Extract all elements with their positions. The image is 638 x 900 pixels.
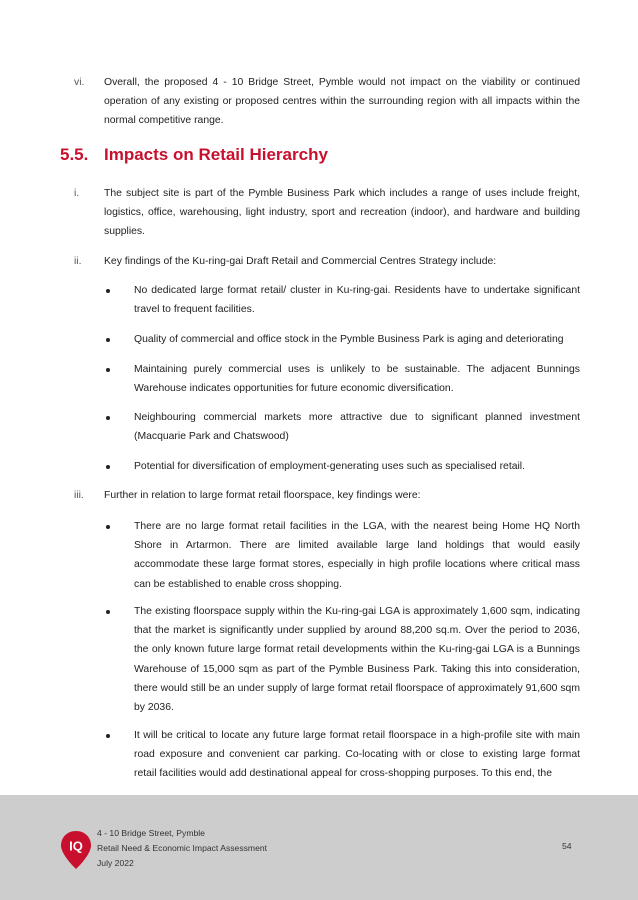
item-numeral-vi: vi.: [74, 77, 85, 88]
bullet-dot: [106, 734, 110, 738]
page-footer: [0, 795, 638, 900]
item-numeral-iii: iii.: [74, 490, 84, 501]
footer-date: July 2022: [97, 858, 134, 868]
bullet-dot: [106, 338, 110, 342]
item-text-ii: Key findings of the Ku-ring-gai Draft Retail and Commercial Centres Strategy include:: [104, 256, 497, 267]
bullet-text: There are no large format retail facilities in the LGA, with the nearest being Home HQ North Shore in Artarmon. There are limited available large land holdings that would easily accommodate these large format stores, especially in high profile locations where critical mass can be established to enable cross shopping.: [134, 521, 580, 590]
section-heading: [60, 145, 328, 165]
page-number: 54: [562, 841, 572, 851]
bullet-text: No dedicated large format retail/ cluster in Ku-ring-gai. Residents have to undertake significant travel to frequent facilities.: [134, 285, 580, 316]
item-text-i: The subject site is part of the Pymble Business Park which includes a range of uses include freight, logistics, office, warehousing, light industry, sport and recreation (indoor), and hardware and building supplies.: [104, 188, 580, 238]
section-number: 5.5.: [60, 145, 89, 164]
bullet-text: Potential for diversification of employment-generating uses such as specialised retail.: [134, 461, 526, 472]
footer-text: [97, 826, 267, 871]
bullet-dot: [106, 416, 110, 420]
footer-project: 4 - 10 Bridge Street, Pymble: [97, 828, 205, 838]
bullet-dot: [106, 465, 110, 469]
footer-report-title: Retail Need & Economic Impact Assessment: [97, 843, 268, 853]
item-text-iii: Further in relation to large format retail floorspace, key findings were:: [104, 490, 421, 501]
bullet-text: Maintaining purely commercial uses is unlikely to be sustainable. The adjacent Bunnings Warehouse indicates opportunities for future economic diversification.: [134, 364, 580, 395]
bullet-text: The existing floorspace supply within the Ku-ring-gai LGA is approximately 1,600 sqm, indicating that the market is significantly under supplied by around 88,200 sq.m. Over the period to 2036, the only known future large format retail developments within the Ku-ring-gai LGA is a Bunnings Warehouse of 15,000 sqm as part of the Pymble Business Park. Taking this into consideration, there would still be an under supply of large format retail floorspace of approximately 91,600 sqm by 2036.: [134, 606, 580, 714]
bullet-text: Neighbouring commercial markets more attractive due to significant planned investment (Macquarie Park and Chatswood): [134, 412, 580, 443]
bullet-dot: [106, 525, 110, 529]
logo-text: IQ: [69, 838, 83, 854]
iq-logo-icon: [60, 830, 92, 870]
bullet-text: It will be critical to locate any future large format retail floorspace in a high-profile site with main road exposure and convenient car parking. Co-locating with or close to existing large format retail facilities would add destinational appeal for cross-shopping purposes. To this end, the: [134, 730, 580, 780]
bullet-dot: [106, 368, 110, 372]
item-text-vi: Overall, the proposed 4 - 10 Bridge Street, Pymble would not impact on the viability or continued operation of any existing or proposed centres within the surrounding region with all impacts within the normal competitive range.: [104, 77, 580, 127]
bullet-dot: [106, 289, 110, 293]
item-numeral-i: i.: [74, 188, 80, 199]
bullet-dot: [106, 610, 110, 614]
item-numeral-ii: ii.: [74, 256, 82, 267]
section-title: Impacts on Retail Hierarchy: [104, 145, 328, 164]
bullet-text: Quality of commercial and office stock in the Pymble Business Park is aging and deteriorating: [134, 334, 564, 345]
